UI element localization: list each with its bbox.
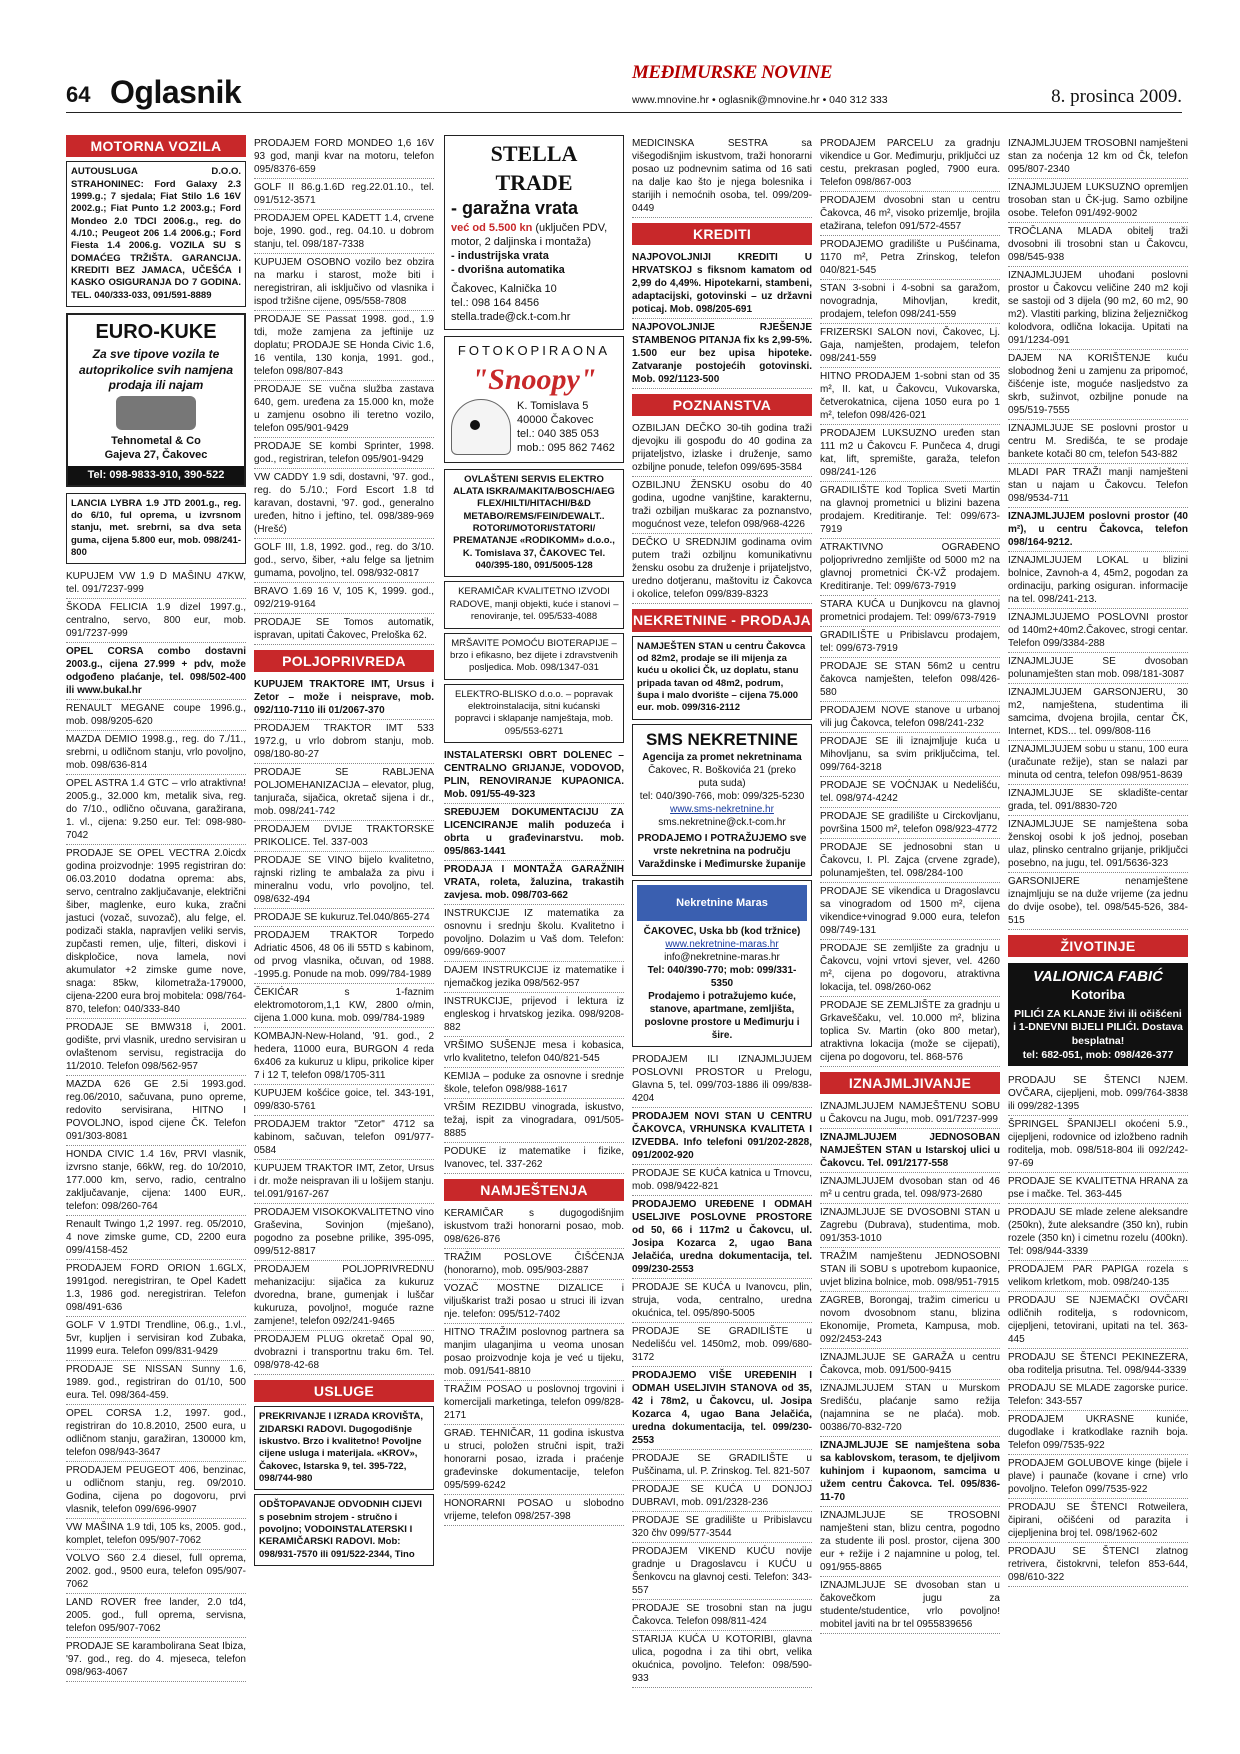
classified-ad: KOMBAJN-New-Holand, '91. god., 2 hedera, 11000 eura, BURGON 4 reda 6x406 za kukuruz u klipu, prikolice kiper 7 i 12 T, telefon 098/1705-311	[254, 1028, 434, 1085]
classified-ad: MEDICINSKA SESTRA sa višegodišnjim iskustvom, traži honorarni posao uz podnevnim satima od 16 sati na dalje kao što je njega bolesnika i starijih i nemoćnih osoba, tel. 099/209-0449	[632, 135, 812, 218]
classified-ad: IZNAJMLJUJEM LOKAL u blizini bolnice, Zavnoh-a 4, 45m2, pogodan za ordinaciju, parking osiguran. informacije na tel. 098/241-213.	[1008, 552, 1188, 609]
classified-ad: INSTRUKCIJE, prijevod i lektura iz engleskog i hrvatskog jezika. 098/9208-882	[444, 993, 624, 1037]
classified-ad: PRODAJEM GOLUBOVE kinge (bijele i plave) i paunače (kovane i crne) vrlo povoljno. Telefon 099/7535-922	[1008, 1455, 1188, 1499]
classified-ad: PRODAJE SE ili iznajmljuje kuća u Mihovljanu, sa svim priključcima, tel. 099/764-3218	[820, 733, 1000, 777]
classified-ad: PRODAJE SE GRADILIŠTE u Nedelišću vel. 1450m2, mob. 099/680-3172	[632, 1323, 812, 1367]
classified-list-col1	[66, 568, 246, 1682]
maras-logo: Nekretnine Maras	[637, 885, 807, 921]
sms-subtitle: Agencija za promet nekretninama	[642, 751, 802, 763]
classified-ad: IZNAJMLJUJEM uhođani poslovni prostor u Čakovcu veličine 240 m2 koji se sastoji od 3 dijela (90 m2, 60 m2, 90 m2). Vlastiti parking, blizina željezničkog kolodvora, odlična lokacija. Upitati na 091/1234-091	[1008, 267, 1188, 350]
masthead-logo[interactable]: MEĐIMURSKE NOVINE	[632, 62, 833, 83]
ad-box-mrsavite: MRŠAVITE POMOĆU BIOTERAPIJE – brzo i efikasno, bez dijete i zdravstvenih posljedica. Mob. 098/1347-031	[444, 633, 624, 680]
classified-ad: PRODAJE SE STAN 56m2 u centru čakovca namješten, telefon 098/426-580	[820, 658, 1000, 702]
classified-ad: PRODAJE SE KUĆA u Ivanovcu, plin, struja, voda, centralno, uredna okućnica, tel. 095/890-5005	[632, 1279, 812, 1323]
classified-ad: PRODAJA I MONTAŽA GARAŽNIH VRATA, roleta, žaluzina, trakastih zavjesa. mob. 098/703-662	[444, 861, 624, 905]
maras-phone: Tel: 040/390-770; mob: 099/331-5350	[647, 964, 797, 989]
classified-ad: OPEL CORSA combo dostavni 2003.g., cijena 27.999 + pdv, može odgođeno plaćanje, tel. 098/502-400 ili www.bukal.hr	[66, 643, 246, 700]
ad-box-namjesten-stan: NAMJEŠTEN STAN u centru Čakovca od 82m2, prodaje se ili mijenja za kuću u okolici Čk, uz doplatu, stanu pripada tavan od 48m2, podrum, šupa i malo dvorište – cijena 75.000 eur. mob. 099/316-2112	[632, 636, 812, 720]
snoopy-dog-icon	[451, 399, 511, 455]
classified-ad: PRODAJU SE NJEMAČKI OVČARI odličnih roditelja, s rodovnicom, cijepljeni, tetovirani, upitati na tel. 363-445	[1008, 1292, 1188, 1349]
classified-ad: GRADILIŠTE kod Toplica Sveti Martin na glavnoj prometnici u blizini bazena prodajem. Kreditiranje. Tel: 099/673-7919	[820, 482, 1000, 539]
classified-ad: STARIJA KUĆA U KOTORIBI, glavna ulica, pogodna i za tihi obrt, velika okućnica, povoljno. Telefon: 098/590-933	[632, 1631, 812, 1688]
classified-ad: GOLF III, 1.8, 1992. god., reg. do 3/10. god., servo, šiber, +alu felge sa ljetnim gumama, povoljno, tel. 098/932-0817	[254, 539, 434, 583]
snoopy-mobile: mob.: 095 862 7462	[517, 442, 615, 455]
classified-ad: KERAMIČAR s dugogodišnjim iskustvom traži honorarni posao, mob. 098/626-876	[444, 1205, 624, 1249]
classified-ad: IZNAJMLJUJE SE poslovni prostor u centru M. Središća, te se prodaje bankete kotači 80 cm, telefon 543-882	[1008, 420, 1188, 464]
classified-ad: PRODAJEM FORD ORION 1.6GLX, 1991god. neregistriran, te Opel Kadett 1.3, 1986 god. neregistriran. Telefon 098/491-636	[66, 1260, 246, 1317]
classified-ad: HITNO TRAŽIM poslovnog partnera sa manjim ulaganjima u veoma unosan posao proizvodnje koja je već u tijeku, mob. 091/541-8810	[444, 1324, 624, 1381]
classified-ad: INSTALATERSKI OBRT DOLENEC – CENTRALNO GRIJANJE, VODOVOD, PLIN, RENOVIRANJE KUPAONICA. Mob. 091/55-49-323	[444, 747, 624, 804]
classified-ad: PRODAJE SE BMW318 i, 2001. godište, prvi vlasnik, uredno servisiran u ovlaštenom servisu, registracija do 11/2010. Telefon 098/562-957	[66, 1019, 246, 1076]
valionica-phone: tel: 682-051, mob: 098/426-377	[1022, 1048, 1174, 1061]
classified-ad: GARSONIJERE nenamještene iznajmljuju se na duže vrijeme (za jednu do dvije osobe), tel. 098/545-526, 384-515	[1008, 873, 1188, 930]
classified-ad: ČEKIĆAR s 1-faznim elektromotorom,1,1 KW, 2800 o/min, cijena 1.000 kuna. mob. 099/784-1989	[254, 984, 434, 1028]
section-header-motorna-vozila: MOTORNA VOZILA	[66, 135, 246, 157]
classified-ad: HITNO PRODAJEM 1-sobni stan od 35 m², II. kat, u Čakovcu, Vukovarska, četverokatnica, cijena 1050 eura po 1 m², telefon 098/426-021	[820, 368, 1000, 425]
classified-ad: PRODAJE SE ZEMLJIŠTE za gradnju u Grkaveščaku, vel. 10.000 m², blizina toplica Sv. Martin (oko 800 metar), atraktivna lokacija (može se cijepati), cijena po dogovoru, tel. 868-576	[820, 997, 1000, 1067]
classified-ad: PRODAJE SE vikendica u Dragoslavcu sa vinogradom od 1500 m², cijena vikendice+vinograd 9.000 eura, telefon 098/749-131	[820, 883, 1000, 940]
stella-phone: tel.: 098 164 8456	[451, 297, 540, 310]
column-1	[66, 135, 246, 1682]
classified-ad: PRODAJE SE trosobni stan na jugu Čakovca. Telefon 098/811-424	[632, 1600, 812, 1631]
classified-ad: TROČLANA MLADA obitelj traži dvosobni ili trosobni stan u Čakovcu, 098/545-938	[1008, 223, 1188, 267]
column-2	[254, 135, 434, 1570]
classified-ad: PRODAJEMO VIŠE UREĐENIH I ODMAH USELJIVIH STANOVA od 35, 42 i 78m2, u Čakovcu, ul. Josipa Kozarca 4, ugao Bana Jelačića, uredna dokumentacija, tel. 099/230-2553	[632, 1367, 812, 1450]
classified-ad: HONDA CIVIC 1.4 16v, PRVI vlasnik, izvrsno stanje, 66kW, reg. do 10/2010, 177.000 km, servo, radio, centralno zaključavanje, cijena: 1400 EUR,. telefon: 098/260-764	[66, 1146, 246, 1216]
classified-ad: PRODAJEM NOVE stanove u urbanoj vili jug Čakovca, telefon 098/241-232	[820, 702, 1000, 733]
classified-ad: STARA KUĆA u Dunjkovcu na glavnoj prometnici prodajem. Tel: 099/673-7919	[820, 596, 1000, 627]
classified-ad: OZBILJAN DEČKO 30-tih godina traži djevojku ili gospođu do 40 godina za prijateljstvo, izlaske i druženje, samo ozbiljne ponude, telefon 099/695-3584	[632, 420, 812, 477]
maras-website-link[interactable]: www.nekretnine-maras.hr	[665, 938, 779, 950]
ad-box-elektro-blisko: ELEKTRO-BLISKO d.o.o. – popravak elektroinstalacija, sitni kućanski popravci i sklapanje namještaja, mob. 095/553-6271	[444, 684, 624, 743]
classified-ad: GRADILIŠTE u Pribislavcu prodajem, tel: 099/673-7919	[820, 627, 1000, 658]
classified-ad: PRODAJE SE Tomos automatik, ispravan, upitati Čakovec, Preloška 62.	[254, 614, 434, 645]
stella-price: već od 5.500 kn	[451, 221, 533, 234]
ad-euro-kuke	[66, 313, 246, 487]
classified-ad: PRODAJU SE mlade zelene aleksandre (250kn), žute aleksandre (350 kn), rubin rozele (350 kn) i cimetnu rozelu (400kn). Tel: 098/944-3339	[1008, 1204, 1188, 1261]
classified-ad: IZNAJMLJUJEM sobu u stanu, 100 eura (uračunate režije), stan se nalazi par minuta od centra, telefon 098/951-8639	[1008, 741, 1188, 785]
classified-ad: KEMIJA – poduke za osnovne i srednje škole, telefon 098/988-1617	[444, 1068, 624, 1099]
ad-box-krovista: PREKRIVANJE I IZRADA KROVIŠTA, ZIDARSKI RADOVI. Dugogodišnje iskustvo. Brzo i kvalitetno! Povoljne cijene usluga i materijala. «KROV», Čakovec, Istarska 9, tel. 395-722, 098/744-980	[254, 1406, 434, 1490]
classified-ad: PRODAJEM NOVI STAN U CENTRU ČAKOVCA, VRHUNSKA KVALITETA I IZVEDBA. Info telefoni 091/202-2828, 091/2002-920	[632, 1108, 812, 1165]
classified-ad: PRODAJE SE kombi Sprinter, 1998. god., registriran, telefon 095/901-9429	[254, 438, 434, 469]
classified-ad: TRAŽIM POSLOVE ČIŠĆENJA (honorarno), mob. 095/903-2887	[444, 1249, 624, 1280]
section-header-poljoprivreda: POLJOPRIVREDA	[254, 650, 434, 672]
stella-line-automation: - dvorišna automatika	[451, 264, 565, 277]
classified-ad: PRODAJE SE gradilište u Circkovljanu, površina 1500 m², telefon 098/923-4772	[820, 808, 1000, 839]
sms-claim: PRODAJEMO I POTRAŽUJEMO sve vrste nekretnina na području Varaždinske i Međimurske županije	[637, 832, 807, 870]
ad-box-keramicar: KERAMIČAR KVALITETNO IZVODI RADOVE, manji objekti, kuće i stanovi – renoviranje, tel. 095/533-4088	[444, 581, 624, 628]
ad-stella-trade	[444, 135, 624, 330]
classified-ad: PRODAJE SE KUĆA U DONJOJ DUBRAVI, mob. 091/2328-236	[632, 1481, 812, 1512]
classified-ad: PRODAJEM TRAKTOR Torpedo Adriatic 4506, 48 06 ili 55TD s kabinom, od prvog vlasnika, očuvan, od 1988. -1995.g. Ponude na mob. 099/784-1989	[254, 927, 434, 984]
classified-ad: GOLF V 1.9TDI Trendline, 06.g., 1.vl., 5vr, kupljen i servisiran kod Zubaka, 11999 eura. Telefon 099/831-9429	[66, 1317, 246, 1361]
sms-address: Čakovec, R. Boškovića 21 (preko puta suda)	[648, 764, 796, 789]
stella-price-note: (uključen PDV, motor, 2 daljinska i montaža)	[451, 221, 608, 248]
classified-ad: IZNAJMLJUJEM STAN u Murskom Središću, plaćanje samo režija (najamnina se ne plaća). mob. 00386/70-832-720	[820, 1380, 1000, 1437]
classified-ad: GRAĐ. TEHNIČAR, 11 godina iskustva u struci, položen stručni ispit, traži honorarni posao, izrada i praćenje građevinske dokumentacije, telefon 095/599-6242	[444, 1425, 624, 1495]
ad-valionica-fabic	[1008, 963, 1188, 1066]
classified-ad: IZNAJMLJUJEM JEDNOSOBAN NAMJEŠTEN STAN u Istarskoj ulici u Čakovcu. Tel. 091/2177-558	[820, 1129, 1000, 1173]
header-rule	[66, 112, 1182, 113]
section-header-krediti: KREDITI	[632, 223, 812, 245]
classified-ad: OPEL CORSA 1.2, 1997. god., registriran do 10.8.2010, 2500 eura, u odličnom stanju, garažiran, 130000 km, telefon 098/943-3647	[66, 1405, 246, 1462]
classified-ad: KUPUJEM OSOBNO vozilo bez obzira na marku i starost, može biti i neregistriran, ali isključivo od vlasnika i ispod tržišne cijene, 095/558-7808	[254, 254, 434, 311]
classified-ad: PRODAJEM VIKEND KUĆU novije gradnje u Dragoslavcu i KUĆU u Šenkovcu na glavnoj cesti. Telefon: 343-557	[632, 1543, 812, 1600]
euro-kuke-slogan: Za sve tipove vozila te autoprikolice svih namjena prodaja ili najam	[78, 346, 234, 393]
sms-title: SMS NEKRETNINE	[645, 729, 799, 749]
classified-ad: PRODAJE SE KUĆA katnica u Trnovcu, mob. 098/9422-821	[632, 1165, 812, 1196]
classified-ad: PRODAJE SE Passat 1998. god., 1.9 tdi, može zamjena za jeftinije uz doplatu; PRODAJE SE Honda Civic 1.6, 16 ventila, 130 konja, 1991. god., telefon 098/807-843	[254, 311, 434, 381]
classified-ad: NAJPOVOLJNIJE RJEŠENJE STAMBENOG PITANJA fix ks 2,99-5%. 1.500 eur bez upisa hipoteke. Zatvaranje postojećih gotovinski. Mob. 092/1123-500	[632, 319, 812, 389]
maras-email[interactable]: info@nekretnine-maras.hr	[664, 951, 780, 963]
euro-kuke-company: Tehnometal & Co	[111, 434, 201, 447]
classified-ad: TRAŽIM namještenu JEDNOSOBNI STAN ili SOBU s upotrebom kupaonice, uvjet blizina bolnice, mob. 098/951-7915	[820, 1248, 1000, 1292]
classified-ad: VW CADDY 1.9 sdi, dostavni, '97. god., reg. do 5./10.; Ford Escort 1.8 td karavan, dostavni, '97. god., generalno uređen, hitno i jeftino, tel. 098/389-969 (Hrešć)	[254, 469, 434, 539]
classified-ad: PRODAJU SE MLADE zagorske purice. Telefon: 343-557	[1008, 1380, 1188, 1411]
classified-ad: PRODAJE SE OPEL VECTRA 2.0icdx godina proizvodnje: 1995 registriran do: 06.03.2010 dodatna oprema: abs, servo, centralno zaključavanje, električni šiber, maglenke, euro kuka, zračni jastuci (vozač, suvozač), alu felge, el. podizači stakla, napravljen veliki servis, zupčasti remen, ulje, filteri, diskovi i diskpločice, nova lamela, novi akumulator +2 zimske gume nove, snaga: 85kw, kilometraža-179000, cijena-2200 eura broj mobitela: 098/764-870, telefon: 040/333-840	[66, 845, 246, 1019]
classified-ad: BRAVO 1.69 16 V, 105 K, 1999. god., 092/219-9164	[254, 583, 434, 614]
classified-ad: VRŠIMO SUŠENJE mesa i kobasica, vrlo kvalitetno, telefon 040/821-545	[444, 1037, 624, 1068]
classified-ad: ŠKODA FELICIA 1.9 dizel 1997.g., centralno, servo, 800 eur, mob. 091/7237-999	[66, 599, 246, 643]
euro-kuke-address: Gajeva 27, Čakovec	[104, 449, 208, 462]
ad-box-rodikomm: OVLAŠTENI SERVIS ELEKTRO ALATA ISKRA/MAKITA/BOSCH/AEG FLEX/HILTI/HITACHI/B&D METABO/REMS/FEIN/DEWALT.. ROTORI/MOTORI/STATORI/ PREMATANJE «RODIKOMM» d.o.o., K. Tomislava 37, ČAKOVEC Tel. 040/395-180, 091/5005-128	[444, 469, 624, 578]
masthead-contacts: www.mnovine.hr • oglasnik@mnovine.hr • 040 312 333	[632, 94, 888, 106]
classified-ad: IZNAJMLJUJEM GARSONJERU, 30 m2, namještena, studentima ili samcima, dvojena brojila, centar ČK, Internet, KDS... tel. 099/808-116	[1008, 684, 1188, 741]
classified-ad: PRODAJEM PARCELU za gradnju vikendice u Gor. Međimurju, priključci uz cestu, prekrasan pogled, 7900 eura. Telefon 098/867-003	[820, 135, 1000, 192]
classified-ad: IZNAJMLJUJEM dvosoban stan od 46 m² u centru grada, tel. 098/973-2680	[820, 1173, 1000, 1204]
classified-ad: PRODAJEM PEUGEOT 406, benzinac, u odličnom stanju, reg. 09/2010. Godina, cijena po dogovoru, prvi vlasnik, telefon 099/696-9907	[66, 1462, 246, 1519]
classified-ad: IZNAJMLJUJE SE dvosoban stan u čakovečkom jugu za studente/studentice, vrlo povoljno! mobitel javiti na br tel 0955839656	[820, 1577, 1000, 1634]
ad-snoopy	[444, 336, 624, 463]
stella-email[interactable]: stella.trade@ck.t-com.hr	[451, 311, 571, 324]
classified-ad: PRODAJEM TRAKTOR IMT 533 1972.g, u vrlo dobrom stanju, mob. 098/180-80-27	[254, 720, 434, 764]
classified-ad: PODUKE iz matematike i fizike, Ivanovec, tel. 337-262	[444, 1143, 624, 1174]
section-header-namjestanja: NAMJEŠTENJA	[444, 1179, 624, 1201]
classified-ad: INSTRUKCIJE IZ matematika za osnovnu i srednju školu. Kvalitetno i povoljno. Dolazim u Vaš dom. Telefon: 099/669-9007	[444, 905, 624, 962]
classified-ad: IZNAJMLJUJE SE namještena soba sa kablovskom, terasom, te djeljivom kuhinjom i kupaonom, samcima u užem centru Čakovca. Tel. 095/836-11-70	[820, 1437, 1000, 1507]
classified-ad: VRŠIM REZIDBU vinograda, iskustvo, težaj, ispit za vinogradara, 091/505-8885	[444, 1099, 624, 1143]
classified-ad: HONORARNI POSAO u slobodno vrijeme, telefon 098/257-398	[444, 1495, 624, 1526]
classified-ad: OPEL ASTRA 1.4 GTC – vrlo atraktivna! 2005.g., 32.000 km, metalik siva, reg. do 7/10., odlično očuvana, garažirana, 1. vl., cijena: 9.250 eur. Tel: 098-980-7042	[66, 775, 246, 845]
classified-ad: DAJEM INSTRUKCIJE iz matematike i njemačkog jezika 098/562-957	[444, 962, 624, 993]
classified-ad: PRODAJU SE ŠTENCI zlatnog retrivera, čistokrvni, telefon 853-644, 098/610-322	[1008, 1543, 1188, 1587]
section-header-nekretnine-prodaja: NEKRETNINE - PRODAJA	[632, 609, 812, 631]
classified-ad: OZBILJNU ŽENSKU osobu do 40 godina, ugodne vanjštine, karakternu, traži ozbiljan muškarac za poznanstvo, mogućnost veze, telefon 098/968-4226	[632, 477, 812, 534]
classified-ad: PRODAJEM DVIJE TRAKTORSKE PRIKOLICE. Tel. 337-003	[254, 821, 434, 852]
classified-ad: PRODAJEMO UREĐENE I ODMAH USELJIVE POSLOVNE PROSTORE od 50, 66 i 117m2 u Čakovcu, ul. Josipa Kozarca 2, ugao Bana Jelačića, uredna dokumentacija, tel. 099/230-2553	[632, 1196, 812, 1279]
classified-ad: DAJEM NA KORIŠTENJE kuću slobodnog ženi u zamjenu za pripomoć, čišćenje iste, moguće nasljedstvo za skrb, sužinvot, ozbiljne ponude na 095/519-7555	[1008, 350, 1188, 420]
classified-ad: RENAULT MEGANE coupe 1996.g., mob. 098/9205-620	[66, 700, 246, 731]
column-3	[444, 135, 624, 1526]
sms-phone: tel: 040/390-766, mob: 099/325-5230	[639, 790, 805, 802]
classified-ad: PRODAJEM PAR PAPIGA rozela s velikom krletkom, mob. 098/240-135	[1008, 1261, 1188, 1292]
ad-sms-nekretnine	[632, 724, 812, 876]
section-header-iznajmljivanje: IZNAJMLJIVANJE	[820, 1072, 1000, 1094]
classified-ad: PRODAJEM LUKSUZNO uređen stan 111 m2 u Čakovcu F. Punčeca 4, drugi kat, lift, spremište, garaža, telefon 098/241-126	[820, 425, 1000, 482]
classified-ad: PRODAJE SE vučna služba zastava 640, gem. uređena za 15.000 kn, može u zamjenu osobno ili teretno vozilo, telefon 095/901-9429	[254, 381, 434, 438]
section-header-usluge: USLUGE	[254, 1380, 434, 1402]
classified-ad: PRODAJE SE VOĆNJAK u Nedelišću, tel. 098/974-4242	[820, 777, 1000, 808]
classified-ad: ATRAKTIVNO OGRAĐENO poljoprivredno zemljište od 5000 m2 na glavnoj prometnici ČK-VŽ prodajem. Kreditiranje. Tel: 099/673-7919	[820, 539, 1000, 596]
classified-ad: PRODAJU SE ŠTENCI Rotweilera, čipirani, očišćeni od parazita i cijepljenina broj tel. 098/1962-602	[1008, 1499, 1188, 1543]
classified-ad: IZNAJMLJUJEMO POSLOVNI prostor od 140m2+40m2.Čakovec, strogi centar. Telefon 099/3384-288	[1008, 609, 1188, 653]
classified-ad: VOZAČ MOSTNE DIZALICE i viljuškarist traži posao u struci ili izvan nje. telefon: 095/512-7402	[444, 1280, 624, 1324]
classified-ad: PRODAJU SE ŠTENCI PEKINEZERA, oba roditelja prisutna. Tel. 098/944-3339	[1008, 1349, 1188, 1380]
snoopy-title: FOTOKOPIRAONA	[457, 342, 611, 358]
classified-ad: IZNAJMLJUJEM LUKSUZNO opremljen trosoban stan u ČK-jug. Samo ozbiljne osobe. Telefon 091/492-9002	[1008, 179, 1188, 223]
sms-email[interactable]: sms.nekretnine@ck.t-com.hr	[658, 816, 786, 828]
classified-ad: IZNAJMLJUJE SE GARAŽA u centru Čakovca, mob. 091/500-9415	[820, 1349, 1000, 1380]
classified-ad: NAJPOVOLJNIJI KREDITI U HRVATSKOJ s fiksnom kamatom od 2,99 do 4,49%. Hipotekarni, stambeni, adaptacijski, gotovinski – uz državni poticaj. Mob. 098/205-691	[632, 249, 812, 319]
classified-ad: PRODAJEMO gradilište u Pušćinama, 1170 m², Petra Zrinskog, telefon 040/821-545	[820, 236, 1000, 280]
snoopy-address-city: 40000 Čakovec	[517, 413, 594, 426]
valionica-subtitle: Kotoriba	[1071, 986, 1125, 1002]
column-5	[820, 135, 1000, 1634]
classified-ad: IZNAJMLJUJE SE dvosoban polunamješten stan mob. 098/181-3087	[1008, 653, 1188, 684]
snoopy-name: "Snoopy"	[471, 362, 597, 396]
classified-ad: KUPUJEM VW 1.9 D MAŠINU 47KW, tel. 091/7237-999	[66, 568, 246, 599]
classified-ad: PRODAJEM PLUG okretač Opal 90, dvobrazni i transportnu traku 6m. Tel. 098/978-42-68	[254, 1331, 434, 1375]
classified-ad: PRODAJEM traktor "Zetor" 4712 sa kabinom, sačuvan, telefon 091/977-0584	[254, 1116, 434, 1160]
classified-ad: PRODAJE SE GRADILIŠTE u Puščinama, ul. P. Zrinskog. Tel. 821-507	[632, 1450, 812, 1481]
stella-trade-logo: STELLA TRADE	[490, 141, 578, 195]
classified-ad: PRODAJE SE gradilište u Pribislavcu 320 čhv 099/577-3544	[632, 1512, 812, 1543]
classified-ad: PRODAJE SE VINO bijelo kvalitetno, rajnski rizling te ambalaža za pivu i mineralnu vodu, vrlo povoljno, tel. 098/632-494	[254, 852, 434, 909]
stella-line-industrial: - industrijska vrata	[451, 250, 549, 263]
ad-box-odstopavanje: ODŠTOPAVANJE ODVODNIH CIJEVI s posebnim strojem - stručno i povoljno; VODOINSTALATERSKI I KERAMIČARSKI RADOVI. Mob: 098/931-7570 ili 091/522-2344, Tino	[254, 1494, 434, 1566]
classified-ad: PRODAJE SE RABLJENA POLJOMEHANIZACIJA – elevator, plug, tanjurača, sijačica, okretač sijena i dr., mob. 098/241-742	[254, 764, 434, 821]
classified-ad: PRODAJEM dvosobni stan u centru Čakovca, 46 m², visoko prizemlje, brojila etažirana, telefon 091/572-4557	[820, 192, 1000, 236]
classified-ad: STAN 3-sobni i 4-sobni sa garažom, novogradnja, Mihovljan, kredit, prodajem, telefon 098/241-559	[820, 280, 1000, 324]
classified-ad: ŠPRINGEL ŠPANIJELI okoćeni 5.9., cijepljeni, rodovnice od izložbeno radnih roditelja, mob. 098/518-804 ili 092/242-97-69	[1008, 1116, 1188, 1173]
classified-ad: IZNAJMLJUJEM poslovni prostor (40 m²), u centru Čakovca, telefon 098/164-9212.	[1008, 508, 1188, 552]
valionica-title: VALIONICA FABIĆ	[1033, 968, 1163, 986]
classified-ad: IZNAJMLJUJEM TROSOBNI namješteni stan za noćenja 12 km od Čk, telefon 095/807-2340	[1008, 135, 1188, 179]
classified-ad: PRODAJEM FORD MONDEO 1,6 16V 93 god, manji kvar na motoru, telefon 095/8376-659	[254, 135, 434, 179]
classified-ad: FRIZERSKI SALON novi, Čakovec, Lj. Gaja, namješten, prodajem, telefon 098/241-559	[820, 324, 1000, 368]
classified-ad: MAZDA 626 GE 2.5i 1993.god. reg.06/2010, sačuvana, puno opreme, redovito servisirana, HITNO I POVOLJNO, ispod cijene ČK. Telefon 091/303-8081	[66, 1076, 246, 1146]
classified-ad: KUPUJEM TRAKTOR IMT, Zetor, Ursus i dr. može neispravan ili u lošijem stanju. tel.091/9167-267	[254, 1160, 434, 1204]
classified-ad: VW MAŠINA 1.9 tdi, 105 ks, 2005. god., komplet, telefon 095/907-7062	[66, 1519, 246, 1550]
classified-ad: IZNAJMLJUJE SE namještena soba ženskoj osobi k još jednoj, poseban ulaz, plinsko centralno grijanje, priključci posebno, na jugu, tel. 091/5636-323	[1008, 816, 1188, 873]
classified-ad: LAND ROVER free lander, 2.0 td4, 2005. god., full oprema, servisna, telefon 095/907-7062	[66, 1594, 246, 1638]
classified-ad: VOLVO S60 2.4 diesel, full oprema, 2002. god., 9500 eura, telefon 095/907-7062	[66, 1550, 246, 1594]
maras-claim: Prodajemo i potražujemo kuće, stanove, apartmane, zemljišta, poslovne prostore u Međimurju i šire.	[644, 990, 800, 1041]
stella-title: - garažna vrata	[451, 198, 579, 219]
classified-ad: ZAGREB, Borongaj, tražim cimericu u novom dvosobnom stanu, blizina Ekonomije, Prometa, Kampusa, mob. 092/2453-243	[820, 1292, 1000, 1349]
classified-ad: Renault Twingo 1,2 1997. reg. 05/2010, 4 nove zimske gume, CD, 2200 eura 099/4158-452	[66, 1216, 246, 1260]
classified-ad: PRODAJEM VISOKOKVALITETNO vino Graševina, Sovinjon (mješano), pogodno za posebne prilike, 395-095, 099/512-8817	[254, 1204, 434, 1261]
euro-kuke-title: EURO-KUKE	[95, 320, 217, 343]
classified-ad: PRODAJEM POLJOPRIVREDNU mehanizaciju: sijačica za kukuruz dvoredna, brane, gumenjak i luščar kukuruza, povoljno!, moguće razne zamjene!, telefon 092/241-9465	[254, 1261, 434, 1331]
classified-ad: SREĐUJEM DOKUMENTACIJU ZA LICENCIRANJE malih poduzeća i obrta u građevinarstvu. mob. 095/863-1441	[444, 804, 624, 861]
classified-ad: PRODAJE SE jednosobni stan u Čakovcu, I. Pl. Zajca (crvene zgrade), polunamješten, tel. 098/284-100	[820, 839, 1000, 883]
classified-ad: MAZDA DEMIO 1998.g., reg. do 7./11., srebrni, u odličnom stanju, vrlo povoljno, mob. 098/636-814	[66, 731, 246, 775]
euro-kuke-phone: Tel: 098-9833-910, 390-522	[68, 466, 244, 484]
maras-address: ČAKOVEC, Uska bb (kod tržnice)	[643, 925, 801, 937]
classified-ad: PRODAJE SE NISSAN Sunny 1.6, 1989. god., registriran do 01/10, 500 eura. Tel. 098/364-459.	[66, 1361, 246, 1405]
column-6	[1008, 135, 1188, 1587]
classified-ad: IZNAJMLJUJE SE TROSOBNI namješteni stan, blizu centra, pogodno za studente ili posl. prostor, cijena 300 eur + režije i 2 najamnine u polog, tel. 091/955-8865	[820, 1507, 1000, 1577]
classified-ad: MLADI PAR TRAŽI manji namješteni stan u najam u Čakovcu. Telefon 098/9534-711	[1008, 464, 1188, 508]
classified-ad: GOLF II 86.g.1.6D reg.22.01.10., tel. 091/512-3571	[254, 179, 434, 210]
sms-website-link[interactable]: www.sms-nekretnine.hr	[670, 803, 774, 815]
stella-address: Čakovec, Kalnička 10	[451, 282, 557, 295]
classified-ad: TRAŽIM POSAO u poslovnoj trgovini i komercijali marketinga, telefon 099/828-2171	[444, 1381, 624, 1425]
tow-hook-icon	[116, 396, 196, 430]
classified-ad: IZNAJMLJUJEM NAMJEŠTENU SOBU u Čakovcu na Jugu, mob. 091/7237-999	[820, 1098, 1000, 1129]
classified-ad: KUPUJEM košćice goice, tel. 343-191, 099/830-5761	[254, 1085, 434, 1116]
classified-ad: PRODAJU SE ŠTENCI NJEM. OVČARA, cijepljeni, mob. 099/764-3838 ili 099/282-1395	[1008, 1072, 1188, 1116]
classified-ad: IZNAJMLJUJE SE DVOSOBNI STAN u Zagrebu (Dubrava), studentima, mob. 091/353-1010	[820, 1204, 1000, 1248]
classified-ad: PRODAJEM UKRASNE kuniće, dugodlake i kratkodlake raznih boja. Telefon 099/7535-922	[1008, 1411, 1188, 1455]
page-number: 64	[66, 82, 91, 107]
issue-date: 8. prosinca 2009.	[1051, 86, 1182, 107]
classified-ad: PRODAJEM ILI IZNAJMLJUJEM POSLOVNI PROSTOR u Prelogu, Glavna 5, tel. 099/703-1886 ili 099/838-4204	[632, 1051, 812, 1108]
classified-ad: PRODAJE SE kukuruz.Tel.040/865-274	[254, 909, 434, 927]
snoopy-address-street: K. Tomislava 5	[517, 399, 589, 412]
section-title: Oglasnik	[110, 74, 242, 110]
classified-ad: IZNAJMLJUJE SE skladište-centar grada, tel. 091/8830-720	[1008, 785, 1188, 816]
section-header-zivotinje: ŽIVOTINJE	[1008, 935, 1188, 957]
valionica-body: PILIĆI ZA KLANJE živi ili očišćeni i 1-DNEVNI BIJELI PILIĆI. Dostava besplatna!	[1013, 1007, 1183, 1047]
classified-ad: PRODAJE SE zemljište za gradnju u Čakovcu, vojni vrtovi sjever, vel. 4260 m², cijena po dogovoru, atraktivna lokacija, tel. 098/260-062	[820, 940, 1000, 997]
ad-nekretnine-maras	[632, 880, 812, 1047]
ad-box-autousluga: AUTOUSLUGA D.O.O. STRAHONINEC: Ford Galaxy 2.3 1999.g.; 7 sjedala; Fiat Stilo 1.6 16V 2002.g.; Fiat Punto 1.2 2003.g.; Ford Mondeo 2.0 TDCI 2006.g., reg. do 4./10.; Peugeot 206 1.4 2006.g.; Ford Fiesta 1.4 2006.g. VOZILA SU S DOMAĆEG TRŽIŠTA. GARANCIJA. KREDITI BEZ JAMACA, UČEŠĆA I KASKO OSIGURANJA DO 7 GODINA. TEL. 040/333-033, 091/591-8889	[66, 161, 246, 307]
section-header-poznanstva: POZNANSTVA	[632, 394, 812, 416]
classified-ad: DEČKO U SREDNJIM godinama ovim putem traži ozbiljnu komunikativnu žensku osobu za druženje i prijateljstvo, uredno dotjeranu, maštovitu iz Čakovca i okolice, telefon 099/839-8323	[632, 534, 812, 604]
classified-ad: PRODAJE SE karambolirana Seat Ibiza, '97. god., reg. do 4. mjeseca, telefon 098/963-4067	[66, 1638, 246, 1682]
classified-ad: PRODAJE SE KVALITETNA HRANA za pse i mačke. Tel. 363-445	[1008, 1173, 1188, 1204]
classified-ad: KUPUJEM TRAKTORE IMT, Ursus i Zetor – može i neisprave, mob. 092/110-7110 ili 01/2067-370	[254, 676, 434, 720]
snoopy-phone: tel.: 040 385 053	[517, 428, 599, 441]
column-4	[632, 135, 812, 1688]
classified-ad: PRODAJEM OPEL KADETT 1.4, crvene boje, 1990. god., reg. 04.10. u dobrom stanju, tel. 098/187-7338	[254, 210, 434, 254]
ad-box-lancia: LANCIA LYBRA 1.9 JTD 2001.g., reg. do 6/10, ful oprema, u izvrsnom stanju, met. srebrni, sa dva seta guma, cijena 5.800 eur, mob. 098/241-800	[66, 493, 246, 565]
